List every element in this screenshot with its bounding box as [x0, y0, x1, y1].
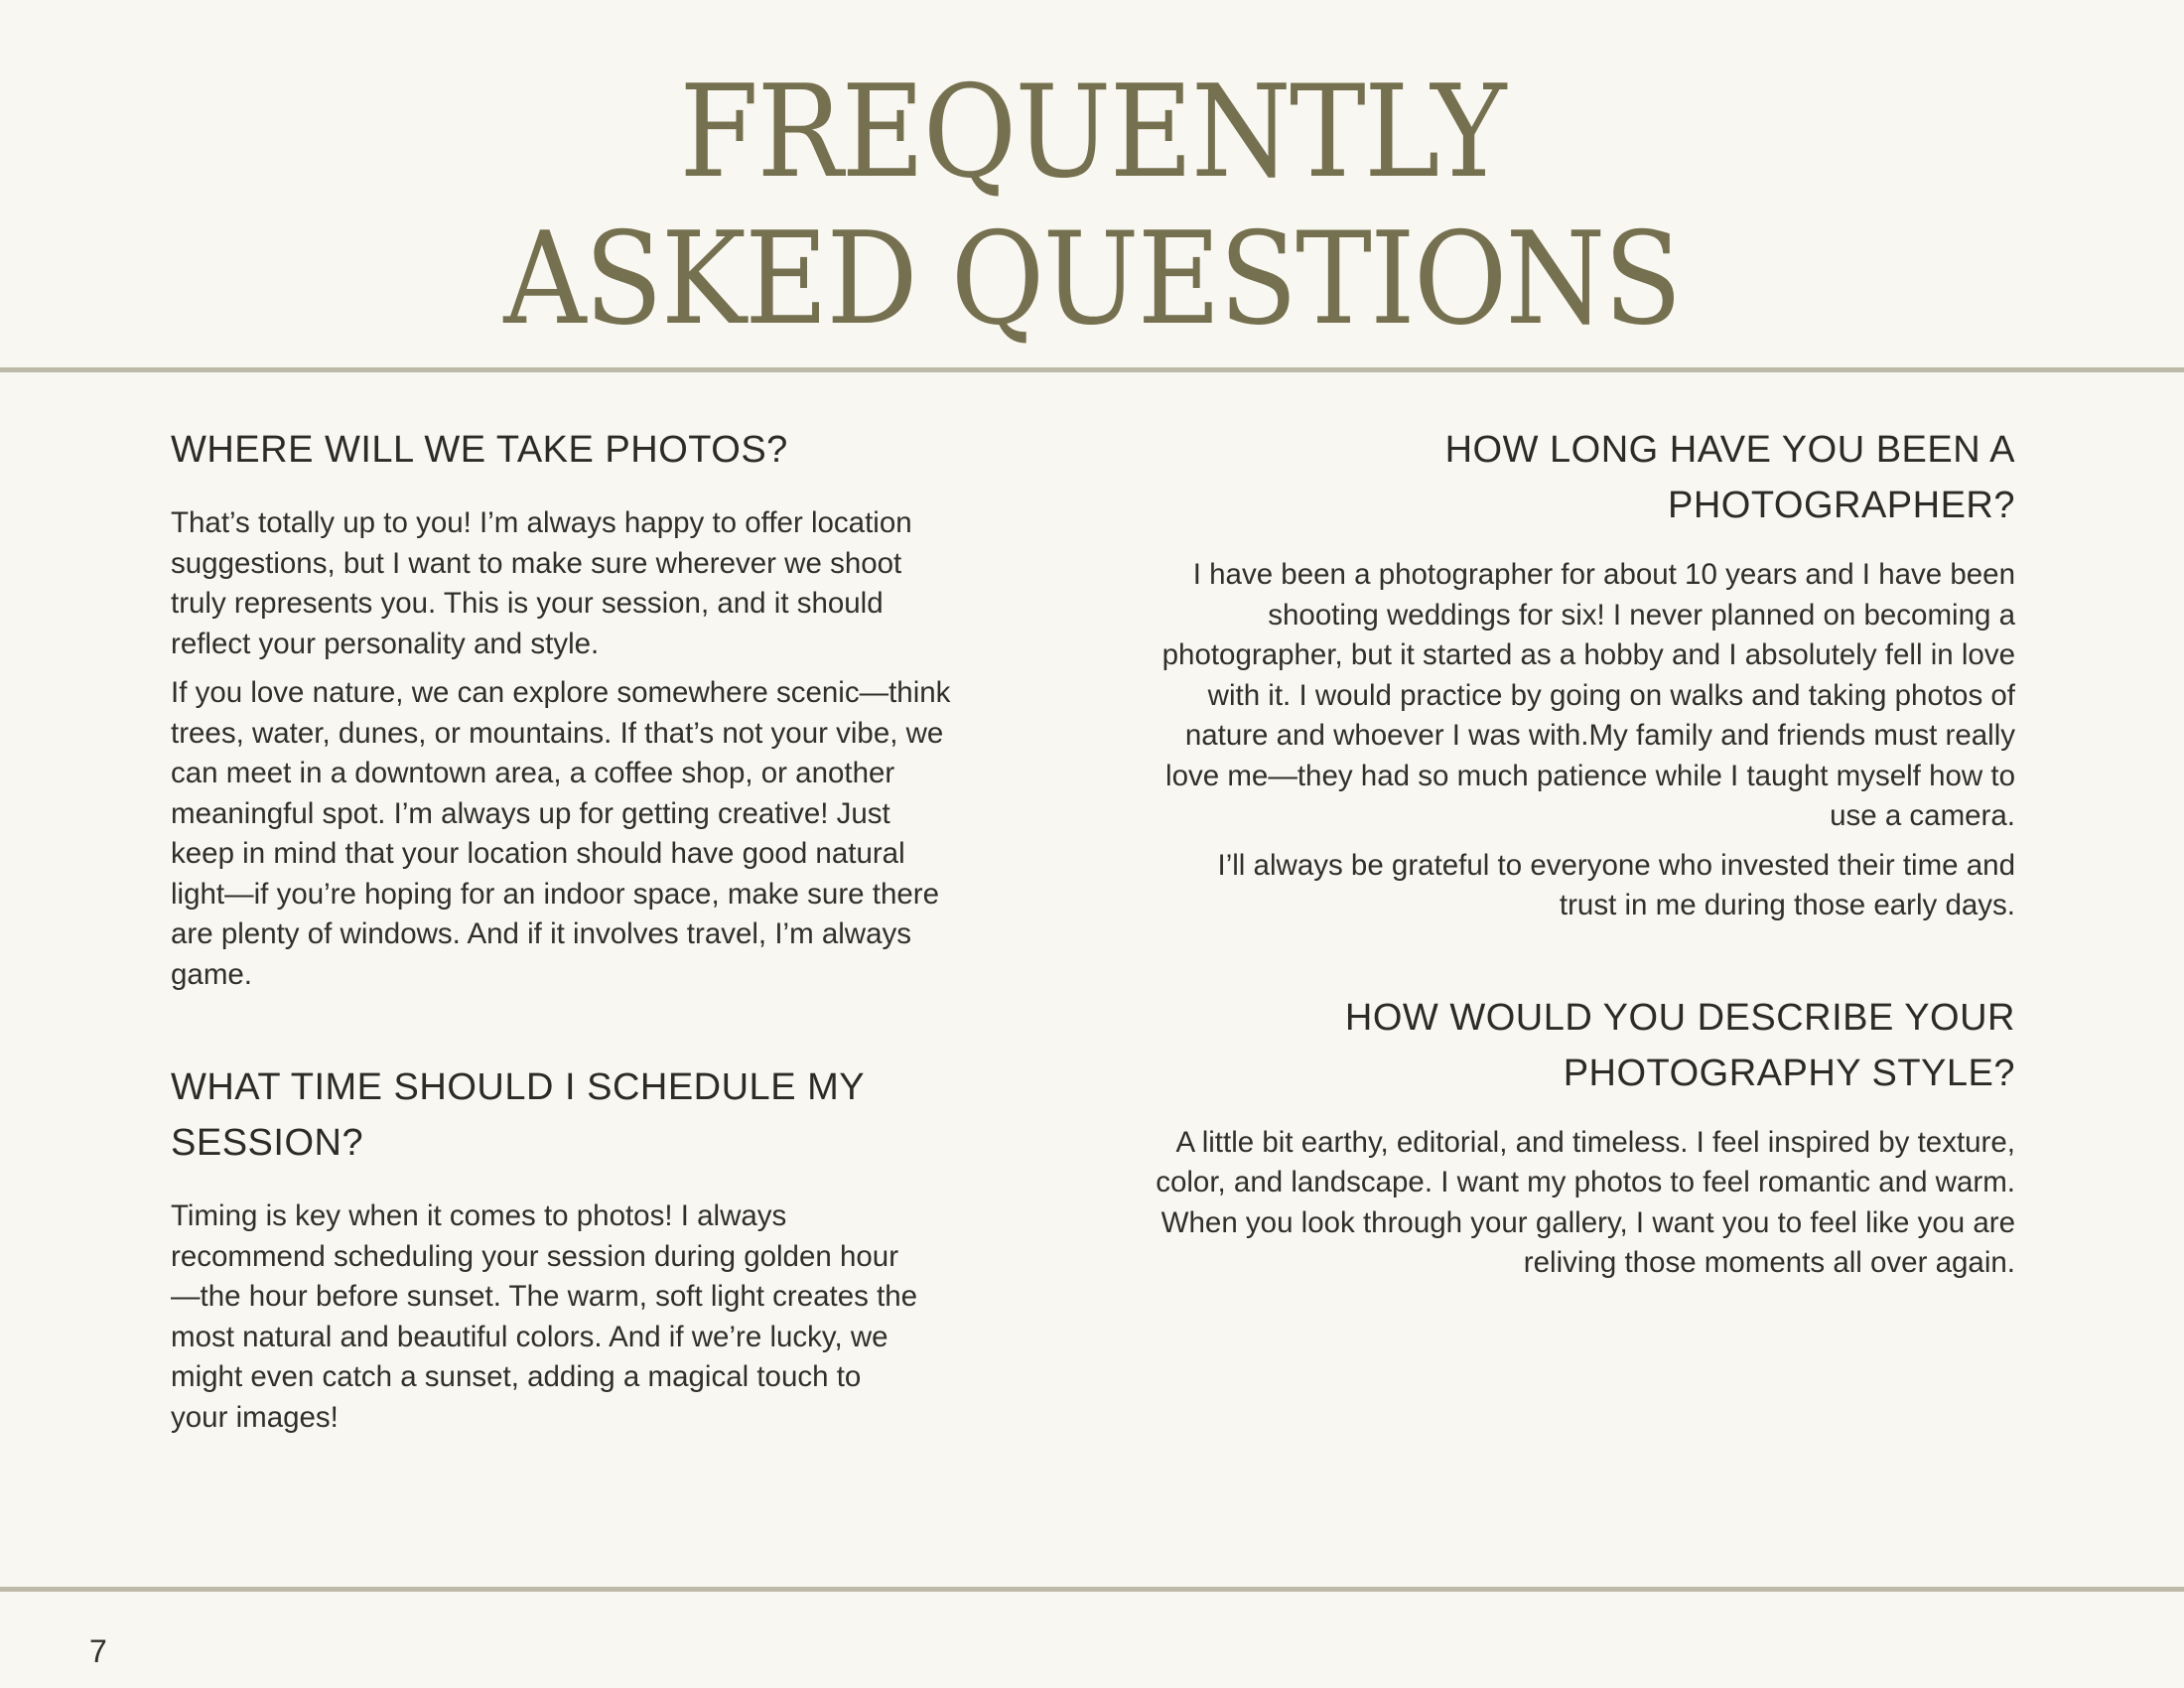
- faq-item-photo-location: [171, 422, 951, 995]
- faq-right-column: [1132, 422, 2015, 1284]
- faq-answer-paragraph: A little bit earthy, editorial, and timeless. I feel inspired by texture, color, and landscape. I want my photos to feel romantic and warm. When you look through your gallery, I want you to feel like you are reliving those moments all over again.: [1156, 1125, 2015, 1279]
- faq-answer-paragraph: I’ll always be grateful to everyone who invested their time and trust in me during those early days.: [1217, 848, 2015, 921]
- page-title: [109, 60, 2075, 353]
- faq-question: HOW WOULD YOU DESCRIBE YOUR PHOTOGRAPHY STYLE?: [1344, 996, 2015, 1094]
- faq-item-experience: [1132, 422, 2015, 926]
- top-divider: [0, 367, 2184, 372]
- faq-item-photography-style: [1132, 990, 2015, 1284]
- faq-answer-paragraph: That’s totally up to you! I’m always happy to offer location suggestions, but I want to make sure wherever we shoot truly represents you. This is your session, and it should reflect your personality and style.: [171, 506, 912, 660]
- faq-answer-paragraph: I have been a photographer for about 10 years and I have been shooting weddings for six! I never planned on becoming a photographer, but it started as a hobby and I absolutely fell in love with it. I would practice by going on walks and taking photos of nature and whoever I was with.My family and friends must really love me—they had so much patience while I taught myself how to use a camera.: [1161, 558, 2015, 832]
- faq-question: WHAT TIME SHOULD I SCHEDULE MY SESSION?: [171, 1066, 865, 1164]
- faq-left-column: [171, 422, 951, 1438]
- faq-question: WHERE WILL WE TAKE PHOTOS?: [171, 429, 788, 471]
- faq-question: HOW LONG HAVE YOU BEEN A PHOTOGRAPHER?: [1444, 429, 2015, 526]
- faq-answer-paragraph: If you love nature, we can explore somewhere scenic—think trees, water, dunes, or mountains. If that’s not your vibe, we can meet in a downtown area, a coffee shop, or another meaningful spot. I’m always up for getting creative! Just keep in mind that your location should have good natural light—if you’re hoping for an indoor space, make sure there are plenty of windows. And if it involves travel, I’m always game.: [171, 676, 951, 991]
- faq-answer-paragraph: Timing is key when it comes to photos! I always recommend scheduling your session during golden hour—the hour before sunset. The warm, soft light creates the most natural and beautiful colors. And if we’re lucky, we might even catch a sunset, adding a magical touch to your images!: [171, 1199, 918, 1434]
- bottom-divider: [0, 1587, 2184, 1592]
- page-title-line-1: FREQUENTLY: [679, 59, 1505, 207]
- faq-item-session-timing: [171, 1059, 945, 1438]
- page-title-line-2: ASKED QUESTIONS: [503, 206, 1681, 353]
- page-number: 7: [89, 1633, 107, 1669]
